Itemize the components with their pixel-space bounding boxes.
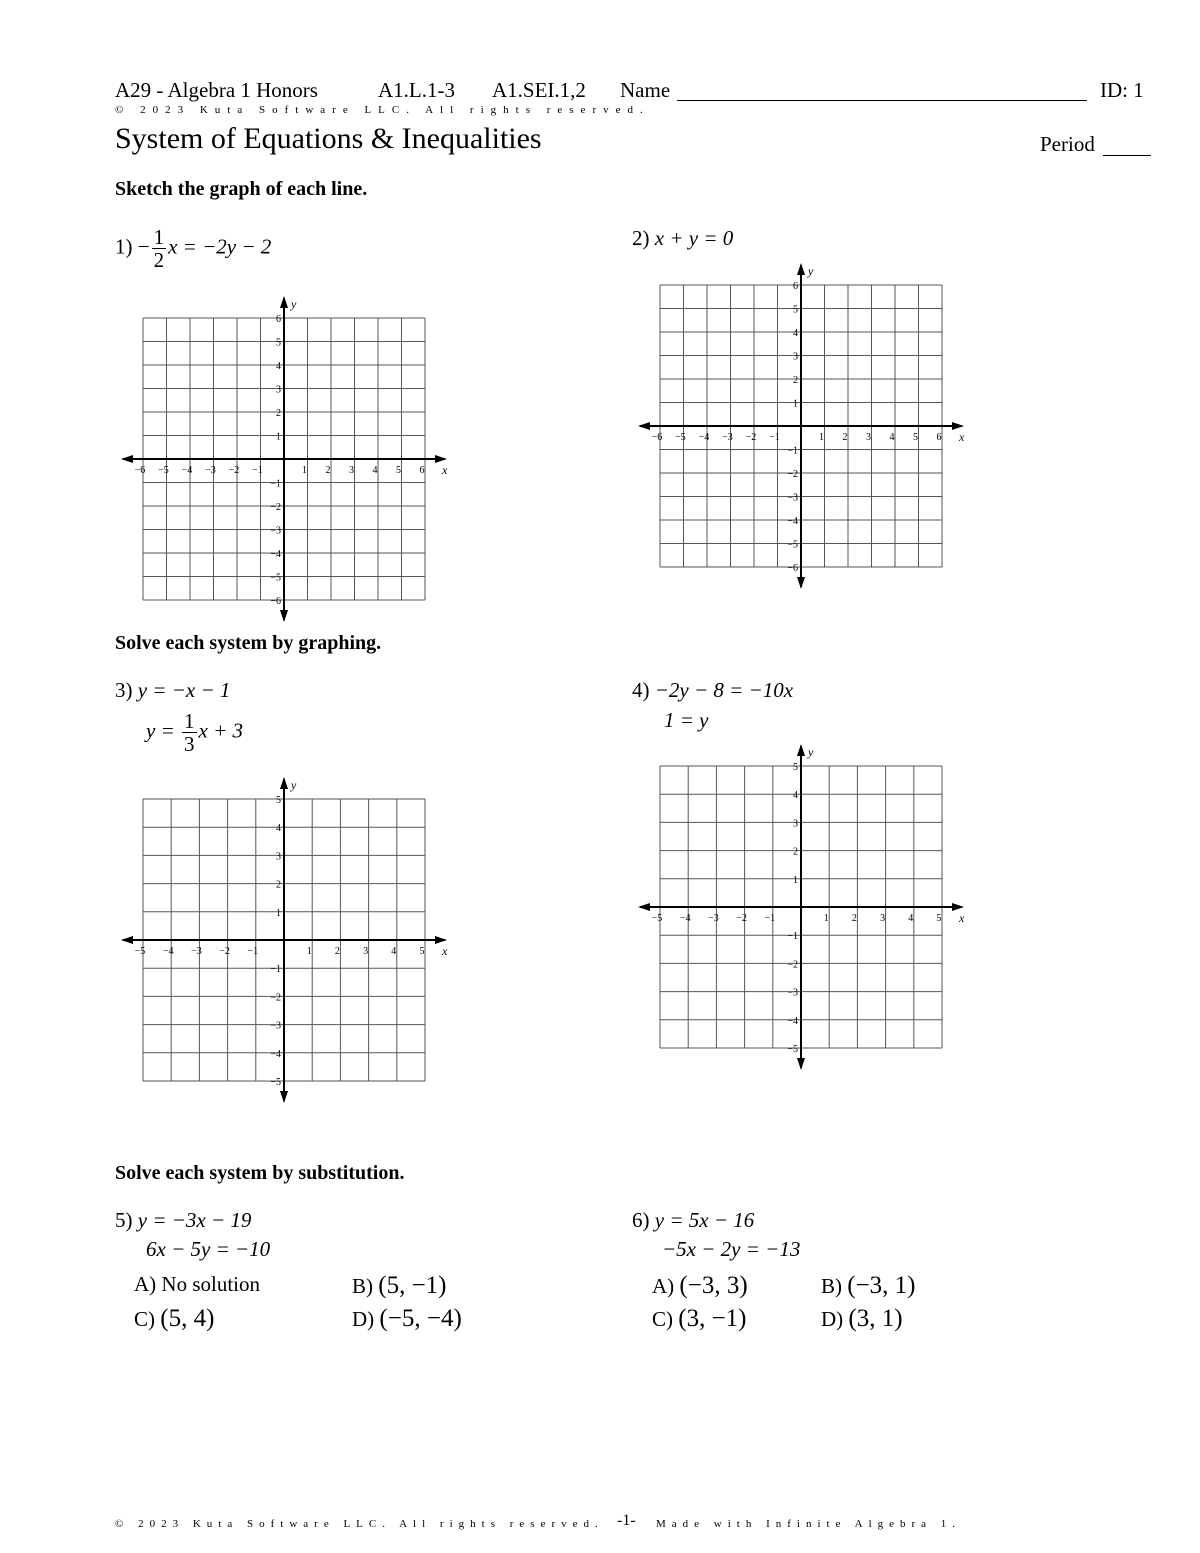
problem-2-equation: x + y = 0 — [654, 226, 734, 250]
x-tick-label: −4 — [698, 432, 710, 443]
section-instruction-substitution: Solve each system by substitution. — [115, 1162, 405, 1184]
footer-copyright: © 2023 Kuta Software LLC. All rights reserved. — [115, 1518, 604, 1530]
x-axis-label: x — [959, 430, 965, 444]
choice-5-d[interactable] — [352, 1305, 462, 1333]
problem-3-equation-1: y = −x − 1 — [137, 678, 231, 702]
x-tick-label: 2 — [842, 432, 848, 443]
fraction-numerator: 1 — [153, 225, 165, 249]
y-tick-label: 5 — [276, 337, 281, 349]
x-tick-label: 3 — [363, 946, 369, 957]
y-axis-label: y — [808, 745, 814, 759]
choice-text: (3, −1) — [678, 1305, 747, 1332]
choice-5-c[interactable] — [134, 1305, 214, 1333]
fraction-numerator: 1 — [184, 709, 195, 733]
x-tick-label: 1 — [306, 946, 312, 957]
x-tick-label: −4 — [181, 465, 193, 476]
x-tick-label: 5 — [913, 432, 918, 443]
fraction — [182, 710, 197, 755]
x-tick-label: 3 — [880, 913, 886, 924]
y-tick-label: 4 — [793, 328, 798, 339]
x-tick-label: 4 — [889, 432, 895, 443]
y-axis-arrow-down — [797, 1058, 805, 1070]
choice-text: No solution — [161, 1272, 261, 1296]
period-blank[interactable] — [1103, 155, 1151, 156]
y-axis-label: y — [291, 297, 297, 311]
choice-text: (−5, −4) — [379, 1305, 462, 1332]
standard-2: A1.SEI.1,2 — [492, 78, 586, 102]
y-tick-label: 2 — [276, 879, 281, 891]
y-tick-label: −2 — [270, 992, 281, 1004]
y-tick-label: −3 — [787, 987, 798, 999]
y-tick-label: 3 — [793, 351, 798, 363]
problem-3 — [115, 678, 230, 703]
problem-6-eq2: −5x − 2y = −13 — [662, 1237, 801, 1261]
x-tick-label: −1 — [764, 913, 776, 924]
copyright-line: © 2023 Kuta Software LLC. All rights reserved. — [115, 104, 650, 116]
y-tick-label: −5 — [787, 1044, 798, 1055]
y-tick-label: −5 — [270, 572, 281, 584]
x-tick-label: 1 — [302, 465, 307, 476]
y-axis-label: y — [808, 264, 814, 278]
y-tick-label: −3 — [270, 1020, 281, 1032]
choice-text: (−3, 3) — [679, 1272, 748, 1299]
y-tick-label: −2 — [270, 502, 281, 513]
problem-6 — [632, 1208, 754, 1233]
problem-5-eq2: 6x − 5y = −10 — [146, 1237, 271, 1261]
x-tick-label: −5 — [651, 913, 663, 924]
x-tick-label: −3 — [205, 465, 216, 476]
x-axis-label: x — [959, 911, 965, 925]
coordinate-grid-3[interactable] — [120, 776, 450, 1106]
x-tick-label: 4 — [391, 946, 397, 957]
x-tick-label: 2 — [851, 913, 857, 924]
coordinate-grid-1[interactable] — [120, 295, 450, 625]
choice-6-b[interactable] — [821, 1272, 916, 1300]
problem-4-equation-2 — [664, 708, 709, 733]
x-tick-label: 3 — [866, 432, 871, 443]
x-tick-label: 1 — [823, 913, 829, 924]
y-tick-label: −2 — [787, 469, 798, 480]
y-axis-arrow-up — [280, 296, 288, 308]
problem-number: 2) — [632, 226, 650, 250]
y-tick-label: 1 — [793, 398, 798, 410]
x-tick-label: −3 — [722, 432, 733, 443]
x-tick-label: −5 — [158, 465, 169, 476]
y-axis-arrow-down — [280, 610, 288, 622]
fraction — [152, 226, 167, 271]
y-tick-label: 3 — [793, 818, 798, 830]
coordinate-grid-2[interactable] — [637, 262, 967, 592]
y-tick-label: −6 — [787, 563, 798, 574]
x-tick-label: −1 — [247, 946, 259, 957]
problem-5 — [115, 1208, 251, 1233]
problem-4-equation-1: −2y − 8 = −10x — [654, 678, 794, 702]
x-tick-label: −6 — [651, 432, 663, 443]
choice-letter: A) — [652, 1274, 675, 1298]
problem-number: 1) — [115, 234, 133, 259]
y-tick-label: 1 — [793, 874, 798, 886]
x-tick-label: −5 — [675, 432, 686, 443]
x-axis-arrow-left — [638, 422, 650, 430]
x-tick-label: −4 — [679, 913, 691, 924]
choice-6-d[interactable] — [821, 1305, 903, 1333]
problem-1 — [115, 226, 271, 271]
choice-letter: D) — [821, 1307, 844, 1331]
problem-1-equation: x = −2y − 2 — [168, 234, 272, 259]
choice-letter: A) — [134, 1272, 157, 1296]
y-axis-arrow-up — [797, 744, 805, 756]
y-tick-label: 6 — [276, 314, 281, 325]
y-tick-label: −1 — [270, 964, 281, 976]
y-tick-label: −4 — [787, 516, 798, 527]
choice-text: (5, −1) — [378, 1272, 447, 1299]
problem-2 — [632, 226, 733, 251]
y-tick-label: −1 — [787, 445, 798, 457]
choice-6-c[interactable] — [652, 1305, 747, 1333]
problem-6-equation-1: y = 5x − 16 — [654, 1208, 755, 1232]
choice-letter: D) — [352, 1307, 375, 1331]
x-tick-label: −2 — [228, 465, 240, 476]
y-tick-label: −1 — [270, 478, 281, 490]
problem-6-equation-2 — [662, 1237, 800, 1262]
x-tick-label: 5 — [936, 913, 942, 924]
name-label: Name — [620, 78, 671, 102]
y-axis-arrow-up — [797, 263, 805, 275]
choice-letter: C) — [134, 1307, 155, 1331]
page-title: System of Equations & Inequalities — [115, 122, 542, 155]
y-tick-label: −5 — [787, 539, 798, 551]
problem-3-equation-2 — [146, 710, 243, 755]
x-axis-arrow-right — [952, 422, 964, 430]
y-tick-label: 5 — [793, 762, 798, 773]
x-tick-label: −5 — [134, 946, 146, 957]
x-tick-label: 4 — [908, 913, 914, 924]
section-instruction-graph-line: Sketch the graph of each line. — [115, 178, 368, 200]
x-tick-label: −2 — [736, 913, 747, 924]
choice-text: (3, 1) — [848, 1305, 903, 1332]
y-tick-label: 2 — [276, 408, 281, 419]
name-blank[interactable] — [677, 100, 1087, 101]
y-tick-label: 4 — [276, 823, 281, 835]
x-tick-label: 6 — [936, 432, 942, 443]
y-tick-label: 3 — [276, 851, 281, 863]
y-tick-label: 2 — [793, 846, 798, 858]
problem-4-eq2: 1 = y — [664, 708, 709, 732]
y-axis-arrow-down — [280, 1091, 288, 1103]
x-axis-arrow-right — [435, 455, 447, 463]
course-name: A29 - Algebra 1 Honors — [115, 78, 318, 102]
y-tick-label: 5 — [793, 304, 798, 316]
problem-5-equation-1: y = −3x − 19 — [137, 1208, 252, 1232]
y-tick-label: −4 — [270, 549, 281, 560]
fraction-denominator: 2 — [153, 248, 165, 273]
y-tick-label: −5 — [270, 1077, 281, 1088]
x-tick-label: −2 — [745, 432, 757, 443]
problem-1-sign: − — [137, 234, 150, 259]
y-tick-label: 3 — [276, 384, 281, 396]
x-tick-label: −1 — [769, 432, 780, 443]
y-axis-arrow-up — [280, 777, 288, 789]
choice-letter: B) — [821, 1274, 842, 1298]
coordinate-grid-4[interactable] — [637, 743, 967, 1073]
y-tick-label: −6 — [270, 596, 281, 607]
y-tick-label: −3 — [787, 492, 798, 504]
x-tick-label: −3 — [191, 946, 202, 957]
problem-5-equation-2 — [146, 1237, 270, 1262]
x-tick-label: −4 — [162, 946, 174, 957]
problem-number: 4) — [632, 678, 650, 702]
x-tick-label: 1 — [819, 432, 824, 443]
choice-letter: C) — [652, 1307, 673, 1331]
x-tick-label: 3 — [349, 465, 354, 476]
section-instruction-graphing: Solve each system by graphing. — [115, 632, 382, 654]
problem-number: 6) — [632, 1208, 650, 1232]
y-tick-label: −3 — [270, 525, 281, 537]
fraction-denominator: 3 — [184, 732, 195, 757]
choice-6-a[interactable] — [652, 1272, 748, 1300]
id-label: ID: 1 — [1100, 78, 1144, 102]
x-axis-arrow-left — [638, 903, 650, 911]
y-axis-arrow-down — [797, 577, 805, 589]
x-axis-arrow-right — [435, 936, 447, 944]
x-axis-label: x — [442, 944, 448, 958]
x-tick-label: 2 — [334, 946, 340, 957]
page-number: -1- — [617, 1512, 636, 1529]
y-tick-label: 4 — [276, 361, 281, 372]
choice-5-a[interactable] — [134, 1272, 260, 1297]
problem-3-eq2-lhs: y = — [146, 718, 180, 743]
y-tick-label: −2 — [787, 959, 798, 971]
choice-text: (−3, 1) — [847, 1272, 916, 1299]
y-tick-label: 1 — [276, 431, 281, 443]
choice-letter: B) — [352, 1274, 373, 1298]
problem-number: 5) — [115, 1208, 133, 1232]
x-tick-label: 2 — [325, 465, 331, 476]
x-tick-label: 4 — [372, 465, 378, 476]
x-axis-arrow-right — [952, 903, 964, 911]
problem-3-eq2-rhs: x + 3 — [198, 718, 243, 743]
x-tick-label: −1 — [252, 465, 263, 476]
x-axis-arrow-left — [121, 455, 133, 463]
y-tick-label: 5 — [276, 795, 281, 806]
y-tick-label: −4 — [787, 1015, 798, 1027]
choice-5-b[interactable] — [352, 1272, 447, 1300]
x-tick-label: 5 — [396, 465, 401, 476]
x-tick-label: −6 — [134, 465, 146, 476]
problem-4 — [632, 678, 793, 703]
y-tick-label: −1 — [787, 931, 798, 943]
x-axis-label: x — [442, 463, 448, 477]
y-tick-label: 4 — [793, 790, 798, 802]
y-tick-label: −4 — [270, 1048, 281, 1060]
y-tick-label: 2 — [793, 375, 798, 386]
x-tick-label: −2 — [219, 946, 230, 957]
y-axis-label: y — [291, 778, 297, 792]
problem-number: 3) — [115, 678, 133, 702]
period-label: Period — [1040, 132, 1095, 156]
footer-made-with: Made with Infinite Algebra 1. — [656, 1518, 962, 1530]
standard-1: A1.L.1-3 — [378, 78, 455, 102]
y-tick-label: 1 — [276, 907, 281, 919]
x-tick-label: −3 — [708, 913, 719, 924]
y-tick-label: 6 — [793, 281, 798, 292]
x-axis-arrow-left — [121, 936, 133, 944]
x-tick-label: 6 — [419, 465, 425, 476]
x-tick-label: 5 — [419, 946, 425, 957]
choice-text: (5, 4) — [160, 1305, 215, 1332]
